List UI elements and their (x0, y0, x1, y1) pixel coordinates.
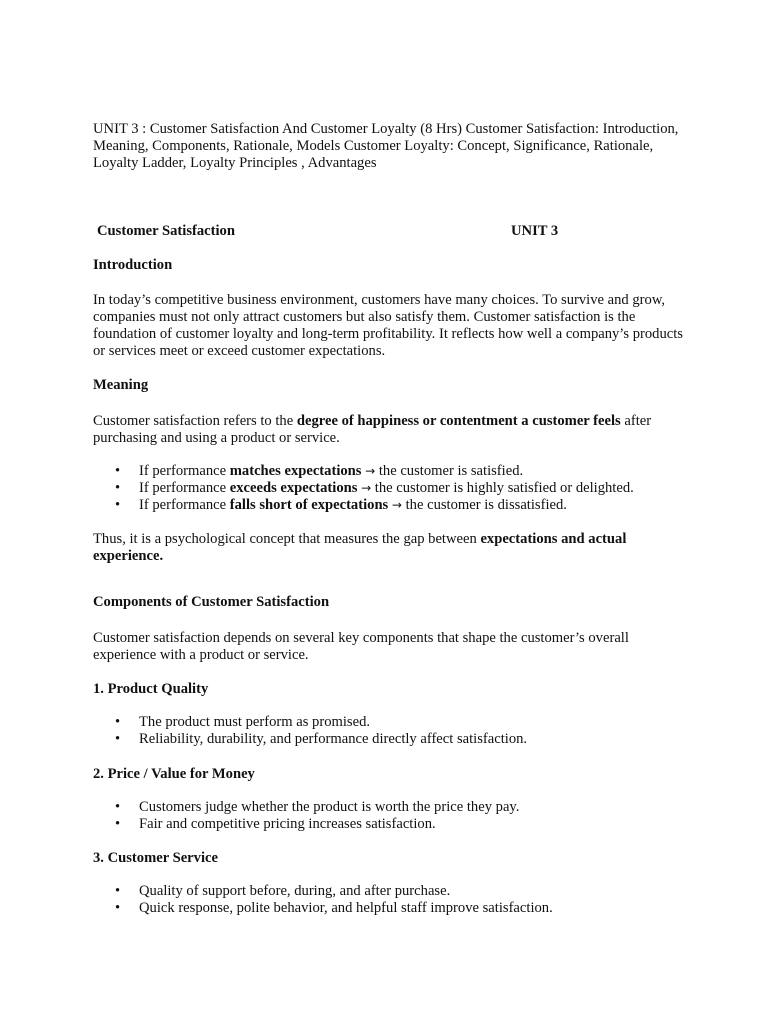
section-header-row (93, 223, 683, 240)
customer-service-list (93, 883, 683, 917)
bullet-emphasis: falls short of expectations (229, 497, 389, 513)
bullet-text: Quality of support before, during, and after purchase. (139, 883, 451, 899)
components-intro: Customer satisfaction depends on several key components that shape the customer’s overall experience with a product or service. (93, 630, 629, 663)
product-quality-list (93, 714, 683, 748)
bullet-text: the customer is highly satisfied or delighted. (371, 480, 634, 496)
bullet-icon: • (115, 816, 121, 832)
bullet-text: Customers judge whether the product is worth the price they pay. (139, 799, 520, 815)
introduction-heading: Introduction (93, 257, 173, 273)
components-heading: Components of Customer Satisfaction (93, 594, 330, 610)
list-item (93, 714, 683, 731)
section-title: Customer Satisfaction (97, 223, 235, 239)
bullet-icon: • (115, 463, 121, 479)
introduction-paragraph: In today’s competitive business environment, customers have many choices. To survive and grow, companies must not only attract customers but also satisfy them. Customer satisfaction is the foundation of customer loyalty and long-term profitability. It reflects how well a company’s products or services meet or exceed customer expectations. (93, 292, 683, 359)
component-title-product-quality: 1. Product Quality (93, 681, 209, 697)
bullet-text: If performance (139, 463, 230, 479)
list-item (93, 463, 683, 480)
bullet-text: the customer is dissatisfied. (401, 497, 567, 513)
list-item (93, 480, 683, 497)
list-item (93, 883, 683, 900)
bullet-icon: • (115, 900, 121, 916)
list-item (93, 497, 683, 514)
meaning-heading: Meaning (93, 377, 149, 393)
unit-label: UNIT 3 (511, 223, 559, 239)
bullet-text: the customer is satisfied. (375, 463, 524, 479)
bullet-text: If performance (139, 480, 230, 496)
right-arrow-icon: → (361, 481, 372, 495)
document-page (93, 0, 683, 1024)
bullet-icon: • (115, 799, 121, 815)
price-value-list (93, 799, 683, 833)
definition-emphasis: degree of happiness or contentment a customer feels (296, 413, 621, 429)
meaning-summary (93, 531, 683, 565)
list-item (93, 799, 683, 816)
bullet-emphasis: exceeds expectations (229, 480, 358, 496)
summary-text: Thus, it is a psychological concept that measures the gap between (93, 531, 481, 547)
bullet-text: The product must perform as promised. (139, 714, 371, 730)
bullet-icon: • (115, 480, 121, 496)
bullet-text: Reliability, durability, and performance directly affect satisfaction. (139, 731, 528, 747)
definition-text-start: Customer satisfaction refers to the (93, 413, 297, 429)
meaning-bullet-list (93, 463, 683, 514)
bullet-icon: • (115, 883, 121, 899)
right-arrow-icon: → (391, 498, 402, 512)
list-item (93, 731, 683, 748)
bullet-icon: • (115, 714, 121, 730)
definition-text-end: after purchasing and using a product or service. (93, 413, 652, 446)
syllabus-paragraph: UNIT 3 : Customer Satisfaction And Customer Loyalty (8 Hrs) Customer Satisfaction: Introduction, Meaning, Components, Rationale, Models Customer Loyalty: Concept, Significance, Rationale, Loyalty Ladder, Loyalty Principles , Advantages (93, 121, 679, 171)
bullet-text: If performance (139, 497, 230, 513)
right-arrow-icon: → (365, 464, 376, 478)
bullet-text: Quick response, polite behavior, and helpful staff improve satisfaction. (139, 900, 553, 916)
bullet-text: Fair and competitive pricing increases satisfaction. (139, 816, 436, 832)
summary-emphasis: expectations and actual experience. (93, 531, 627, 564)
component-title-customer-service: 3. Customer Service (93, 850, 218, 866)
bullet-icon: • (115, 731, 121, 747)
bullet-icon: • (115, 497, 121, 513)
component-title-price-value: 2. Price / Value for Money (93, 766, 255, 782)
list-item (93, 816, 683, 833)
bullet-emphasis: matches expectations (229, 463, 362, 479)
meaning-definition (93, 413, 683, 447)
list-item (93, 900, 683, 917)
